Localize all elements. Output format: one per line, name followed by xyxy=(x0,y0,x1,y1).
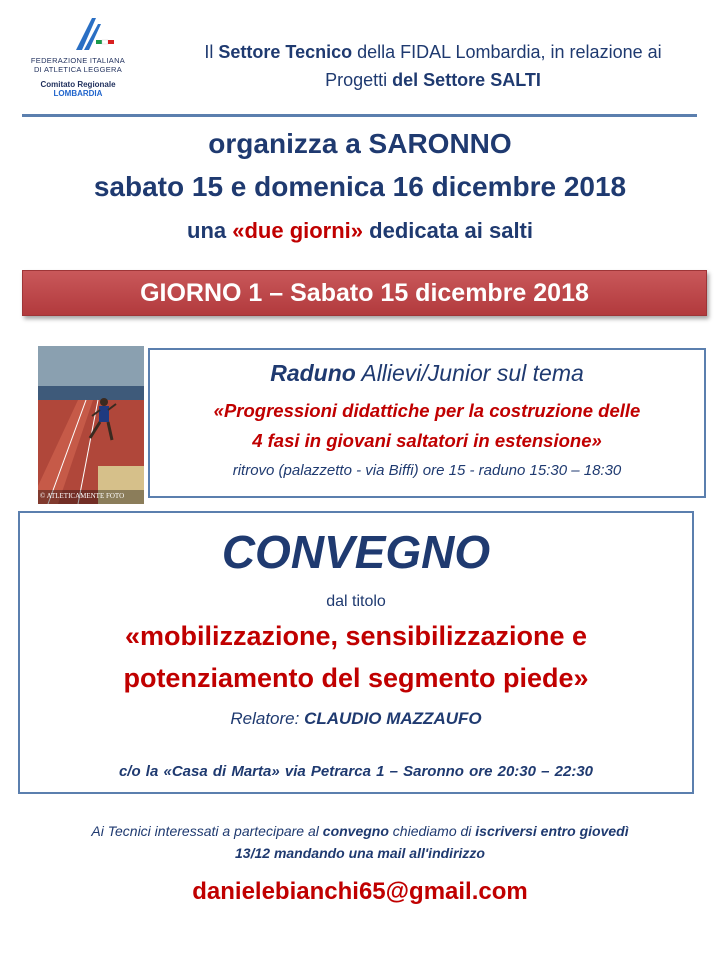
raduno-heading: Raduno Allievi/Junior sul tema xyxy=(270,360,584,386)
fidal-logo-icon xyxy=(68,14,118,54)
fidal-logo xyxy=(18,14,138,104)
photo-caption: © ATLETICAMENTE FOTO xyxy=(40,492,125,500)
contact-email-link[interactable]: danielebianchi65@gmail.com xyxy=(192,878,528,905)
intro-dates: sabato 15 e domenica 16 dicembre 2018 xyxy=(93,171,627,202)
logo-org-name: FEDERAZIONE ITALIANA DI ATLETICA LEGGERA xyxy=(30,56,126,74)
intro-location: organizza a SARONNO xyxy=(208,128,512,159)
convegno-box xyxy=(18,511,694,794)
header-divider xyxy=(22,114,697,117)
long-jump-photo xyxy=(38,346,144,504)
convegno-topic-line1: «mobilizzazione, sensibilizzazione e xyxy=(124,621,588,651)
header-text: Il Settore Tecnico della FIDAL Lombardia, in relazione ai Progetti del Settore SALTI xyxy=(204,42,662,90)
raduno-box xyxy=(148,348,706,498)
intro-subtitle: una «due giorni» dedicata ai salti xyxy=(187,218,533,243)
convegno-location: c/o la «Casa di Marta» via Petrarca 1 – Saronno ore 20:30 – 22:30 xyxy=(118,763,594,780)
convegno-topic-line2: potenziamento del segmento piede» xyxy=(123,663,589,693)
convegno-speaker: Relatore: CLAUDIO MAZZAUFO xyxy=(230,709,482,728)
day-banner: GIORNO 1 – Sabato 15 dicembre 2018 xyxy=(22,270,707,316)
convegno-subtitle: dal titolo xyxy=(326,593,386,610)
raduno-topic-line2: 4 fasi in giovani saltatori in estensione» xyxy=(252,430,602,451)
registration-note: Ai Tecnici interessati a partecipare al convegno chiediamo di iscriversi entro giovedì 13/12 mandando una mail all'indirizzo xyxy=(91,823,629,861)
convegno-title: CONVEGNO xyxy=(221,526,491,578)
raduno-schedule: ritrovo (palazzetto - via Biffi) ore 15 - raduno 15:30 – 18:30 xyxy=(232,462,622,479)
logo-committee: Comitato Regionale LOMBARDIA xyxy=(40,80,116,98)
raduno-topic-line1: «Progressioni didattiche per la costruzione delle xyxy=(213,400,641,421)
